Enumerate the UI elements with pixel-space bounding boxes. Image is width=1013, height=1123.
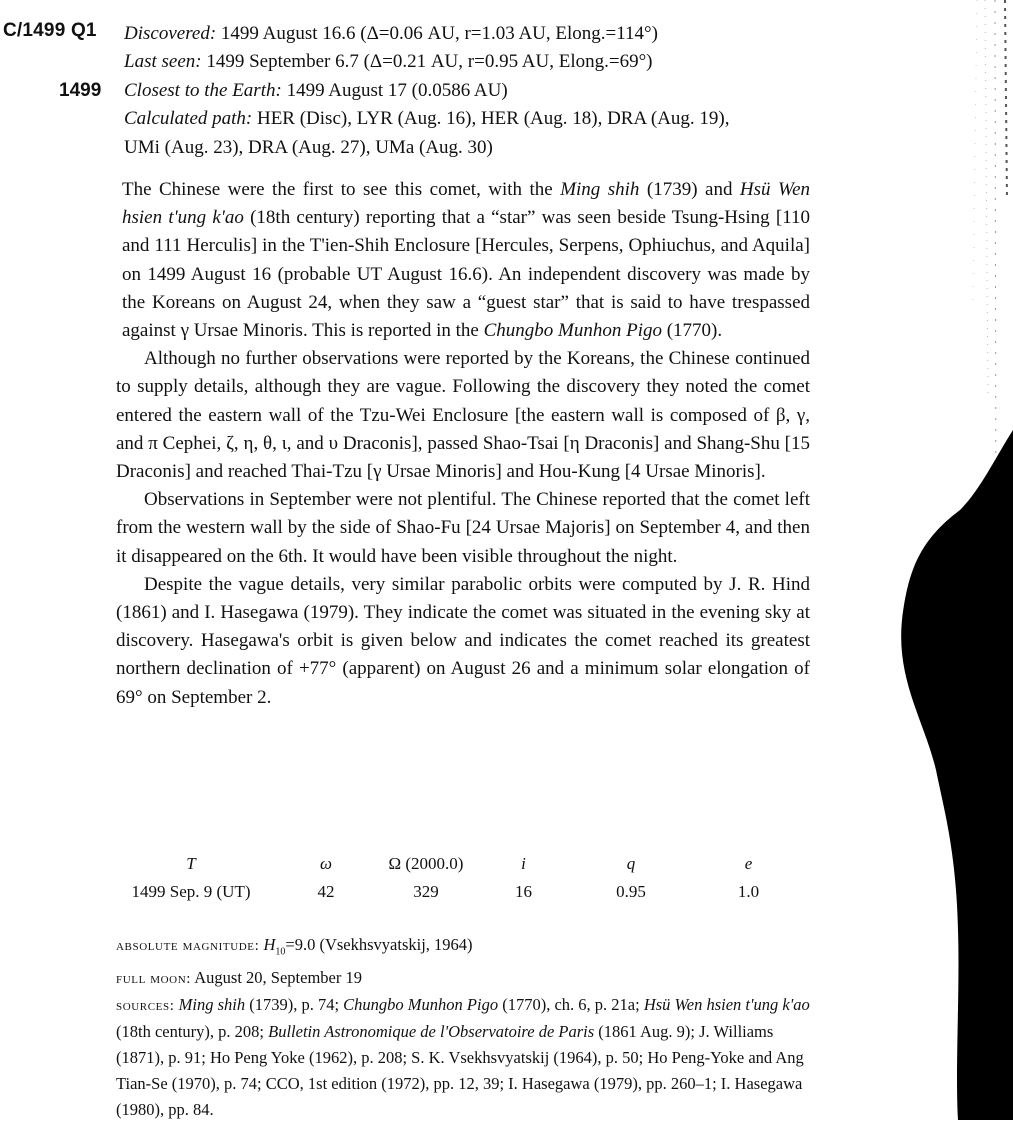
footnotes [116,932,816,1123]
closest-earth-line: Closest to the Earth: 1499 August 17 (0.0586 AU) [124,79,508,101]
last-seen-line: Last seen: 1499 September 6.7 (Δ=0.21 AU, r=0.95 AU, Elong.=69°) [124,51,653,73]
column-header: Ω (2000.0) [388,854,464,873]
sources-note: sources: Ming shih (1739), p. 74; Chungbo Munhon Pigo (1770), ch. 6, p. 21a; Hsü Wen hsien t'ung k'ao (18th century), p. 208; Bulletin Astronomique de l'Observatoire de Paris (1861 Aug. 9); J. Williams (1871), p. 91; Ho Peng Yoke (1962), p. 208; S. K. Vsekhsvyatskij (1964), p. 50; Ho Peng-Yoke and Ang Tian-Se (1970), p. 74; CCO, 1st edition (1972), pp. 12, 39; I. Hasegawa (1979), pp. 260–1; I. Hasegawa (1980), pp. 84. [116,995,810,1120]
discovered-line: Discovered: 1499 August 16.6 (Δ=0.06 AU, r=1.03 AU, Elong.=114°) [124,23,658,44]
column-header: e [744,854,753,873]
column-header: T [186,854,196,873]
table-cell: 1499 Sep. 9 (UT) [131,882,251,901]
table-cell: 1.0 [737,882,760,901]
calculated-path-continued: UMi (Aug. 23), DRA (Aug. 27), UMa (Aug. 30) [124,136,493,158]
table-header-row [116,850,816,878]
table-row [116,878,816,906]
comet-summary [124,20,824,162]
table-cell: 42 [317,882,335,901]
calculated-path-line: Calculated path: HER (Disc), LYR (Aug. 16), HER (Aug. 18), DRA (Aug. 19), [124,108,730,130]
comet-designation: C/1499 Q1 [3,20,97,41]
paragraph: Despite the vague details, very similar parabolic orbits were computed by J. R. Hind (1861) and I. Hasegawa (1979). They indicate the comet was situated in the evening sky at discovery. Hasegawa's orbit is given below and indicates the comet reached its greatest northern declination of +77° (apparent) on August 26 and a minimum solar elongation of 69° on September 2. [116,573,810,708]
paragraph: Observations in September were not plentiful. The Chinese reported that the comet left from the western wall by the side of Shao-Fu [24 Ursae Majoris] on September 4, and then it disappeared on the 6th. It would have been visible throughout the night. [116,489,810,567]
paragraph: The Chinese were the first to see this comet, with the Ming shih (1739) and Hsü Wen hsien t'ung k'ao (18th century) reporting that a “star” was seen beside Tsung-Hsing [110 and 111 Herculis] in the T'ien-Shih Enclosure [Hercules, Serpens, Ophiuchus, and Aquila] on 1499 August 16 (probable UT August 16.6). An independent discovery was made by the Koreans on August 24, when they saw a “guest star” that is said to have trespassed against γ Ursae Minoris. This is reported in the Chungbo Munhon Pigo (1770). [122,179,810,342]
table-cell: 16 [515,882,532,901]
column-header: i [521,854,526,873]
orbital-elements-table [116,850,816,906]
table-cell: 329 [413,882,439,901]
column-header: q [626,854,636,873]
table-cell: 0.95 [616,882,646,901]
absolute-magnitude-note: absolute magnitude: $H_{10}=9.0$ (Vsekhsvyatskij, 1964) [116,935,473,958]
column-header: ω [319,854,332,873]
comet-year: 1499 [59,80,102,101]
paragraph: Although no further observations were reported by the Koreans, the Chinese continued to supply details, although they are vague. Following the discovery they noted the comet entered the eastern wall of the Tzu-Wei Enclosure [the eastern wall is composed of β, γ, and π Cephei, ζ, η, θ, ι, and υ Draconis], passed Shao-Tsai [η Draconis] and Shang-Shu [15 Draconis] and reached Thai-Tzu [γ Ursae Minoris] and Hou-Kung [4 Ursae Minoris]. [116,348,810,483]
scan-shadow [900,430,1013,1120]
full-moon-note: full moon: August 20, September 19 [116,968,362,988]
body-text [116,176,810,712]
